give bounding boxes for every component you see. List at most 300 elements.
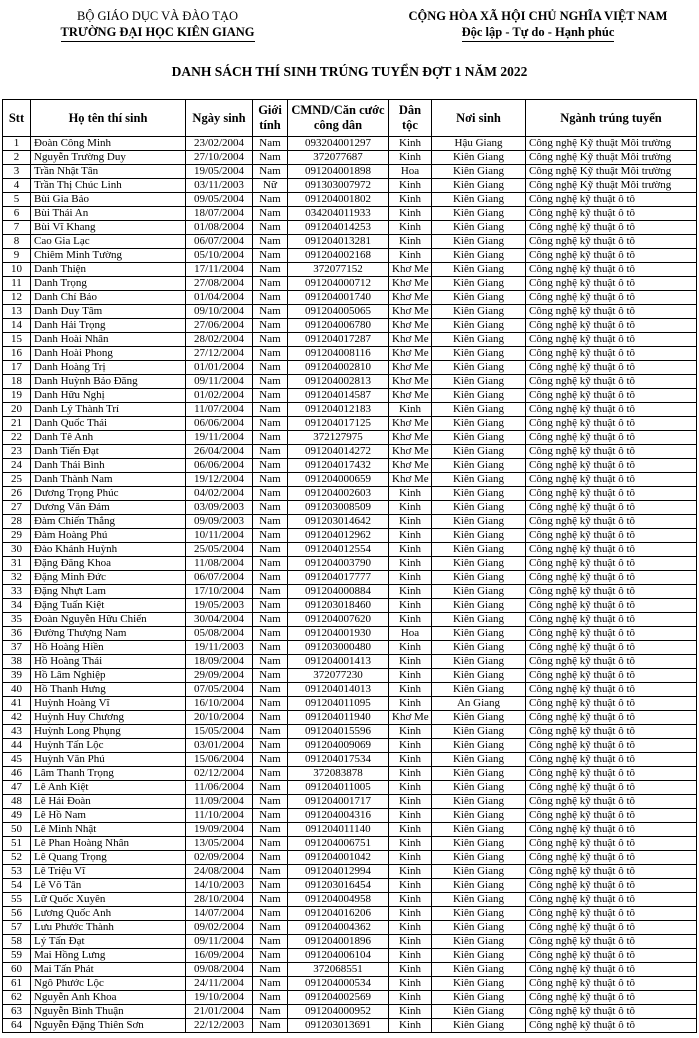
major-cell: Công nghệ kỹ thuật ô tô	[526, 627, 697, 641]
major-cell: Công nghệ kỹ thuật ô tô	[526, 991, 697, 1005]
name-cell: Danh Tiến Đạt	[31, 445, 186, 459]
id-cell: 372077230	[288, 669, 389, 683]
dob-cell: 28/10/2004	[186, 893, 253, 907]
name-cell: Lê Minh Nhật	[31, 823, 186, 837]
name-cell: Danh Thái Bình	[31, 459, 186, 473]
table-row	[3, 361, 697, 375]
gender-cell: Nam	[253, 879, 288, 893]
admission-table	[2, 99, 697, 1033]
ministry-name: BỘ GIÁO DỤC VÀ ĐÀO TẠO	[77, 9, 238, 23]
table-row	[3, 179, 697, 193]
gender-cell: Nam	[253, 823, 288, 837]
birthplace-cell: Kiên Giang	[432, 1005, 526, 1019]
dob-cell: 14/10/2003	[186, 879, 253, 893]
table-row	[3, 235, 697, 249]
major-cell: Công nghệ kỹ thuật ô tô	[526, 837, 697, 851]
ethnicity-cell: Khơ Me	[389, 305, 432, 319]
major-cell: Công nghệ Kỹ thuật Môi trường	[526, 179, 697, 193]
stt-cell: 43	[3, 725, 31, 739]
ministry-header	[30, 8, 285, 42]
ethnicity-cell: Kinh	[389, 893, 432, 907]
birthplace-cell: Kiên Giang	[432, 515, 526, 529]
stt-cell: 14	[3, 319, 31, 333]
major-cell: Công nghệ kỹ thuật ô tô	[526, 263, 697, 277]
birthplace-cell: Kiên Giang	[432, 291, 526, 305]
birthplace-cell: Kiên Giang	[432, 893, 526, 907]
id-cell: 091204012994	[288, 865, 389, 879]
birthplace-cell: Kiên Giang	[432, 963, 526, 977]
ethnicity-cell: Kinh	[389, 907, 432, 921]
dob-cell: 03/11/2003	[186, 179, 253, 193]
gender-cell: Nam	[253, 991, 288, 1005]
major-cell: Công nghệ Kỹ thuật Môi trường	[526, 151, 697, 165]
ethnicity-cell: Kinh	[389, 571, 432, 585]
gender-cell: Nam	[253, 417, 288, 431]
gender-cell: Nam	[253, 697, 288, 711]
dob-cell: 02/09/2004	[186, 851, 253, 865]
id-cell: 091204013281	[288, 235, 389, 249]
dob-cell: 06/07/2004	[186, 571, 253, 585]
birthplace-cell: Kiên Giang	[432, 473, 526, 487]
name-cell: Đàm Chiến Thắng	[31, 515, 186, 529]
stt-cell: 46	[3, 767, 31, 781]
ethnicity-cell: Kinh	[389, 515, 432, 529]
ethnicity-cell: Kinh	[389, 151, 432, 165]
major-cell: Công nghệ kỹ thuật ô tô	[526, 613, 697, 627]
birthplace-cell: Kiên Giang	[432, 179, 526, 193]
major-cell: Công nghệ kỹ thuật ô tô	[526, 557, 697, 571]
table-row	[3, 333, 697, 347]
table-row	[3, 347, 697, 361]
table-row	[3, 599, 697, 613]
table-row	[3, 487, 697, 501]
name-cell: Chiêm Minh Tường	[31, 249, 186, 263]
name-cell: Lâm Thanh Trọng	[31, 767, 186, 781]
gender-cell: Nam	[253, 907, 288, 921]
gender-cell: Nam	[253, 501, 288, 515]
stt-cell: 24	[3, 459, 31, 473]
name-cell: Dương Trọng Phúc	[31, 487, 186, 501]
gender-cell: Nam	[253, 375, 288, 389]
table-row	[3, 403, 697, 417]
name-cell: Danh Hoài Phong	[31, 347, 186, 361]
table-row	[3, 431, 697, 445]
national-header	[388, 8, 688, 42]
id-cell: 091204017534	[288, 753, 389, 767]
name-cell: Lê Anh Kiệt	[31, 781, 186, 795]
table-row	[3, 683, 697, 697]
birthplace-cell: Kiên Giang	[432, 221, 526, 235]
gender-cell: Nam	[253, 487, 288, 501]
birthplace-cell: Kiên Giang	[432, 487, 526, 501]
table-row	[3, 613, 697, 627]
gender-cell: Nam	[253, 641, 288, 655]
birthplace-cell: Kiên Giang	[432, 613, 526, 627]
dob-cell: 19/12/2004	[186, 473, 253, 487]
major-cell: Công nghệ kỹ thuật ô tô	[526, 921, 697, 935]
birthplace-cell: Kiên Giang	[432, 767, 526, 781]
id-cell: 091204002603	[288, 487, 389, 501]
dob-cell: 24/08/2004	[186, 865, 253, 879]
major-cell: Công nghệ kỹ thuật ô tô	[526, 361, 697, 375]
name-cell: Đoàn Nguyễn Hữu Chiến	[31, 613, 186, 627]
ethnicity-cell: Kinh	[389, 963, 432, 977]
name-cell: Danh Huỳnh Bảo Đăng	[31, 375, 186, 389]
birthplace-cell: Kiên Giang	[432, 711, 526, 725]
id-cell: 372127975	[288, 431, 389, 445]
table-row	[3, 851, 697, 865]
table-row	[3, 921, 697, 935]
name-cell: Đặng Minh Đức	[31, 571, 186, 585]
dob-cell: 04/02/2004	[186, 487, 253, 501]
id-cell: 093204001297	[288, 137, 389, 151]
name-cell: Danh Thành Nam	[31, 473, 186, 487]
name-cell: Nguyễn Đặng Thiên Sơn	[31, 1019, 186, 1033]
table-row	[3, 669, 697, 683]
name-cell: Bùi Gia Bảo	[31, 193, 186, 207]
stt-cell: 10	[3, 263, 31, 277]
id-cell: 091204002813	[288, 375, 389, 389]
name-cell: Huỳnh Long Phụng	[31, 725, 186, 739]
birthplace-cell: Kiên Giang	[432, 207, 526, 221]
stt-cell: 56	[3, 907, 31, 921]
gender-cell: Nam	[253, 1019, 288, 1033]
dob-cell: 20/10/2004	[186, 711, 253, 725]
gender-cell: Nam	[253, 515, 288, 529]
major-cell: Công nghệ kỹ thuật ô tô	[526, 417, 697, 431]
name-cell: Dương Văn Đảm	[31, 501, 186, 515]
table-header-row	[3, 100, 697, 137]
stt-cell: 19	[3, 389, 31, 403]
stt-cell: 62	[3, 991, 31, 1005]
dob-cell: 23/02/2004	[186, 137, 253, 151]
ethnicity-cell: Kinh	[389, 851, 432, 865]
major-cell: Công nghệ kỹ thuật ô tô	[526, 207, 697, 221]
dob-cell: 11/10/2004	[186, 809, 253, 823]
name-cell: Danh Chí Bảo	[31, 291, 186, 305]
table-row	[3, 375, 697, 389]
name-cell: Huỳnh Tấn Lộc	[31, 739, 186, 753]
name-cell: Cao Gia Lạc	[31, 235, 186, 249]
id-cell: 091203014642	[288, 515, 389, 529]
birthplace-cell: Kiên Giang	[432, 445, 526, 459]
table-row	[3, 935, 697, 949]
id-cell: 091203018460	[288, 599, 389, 613]
name-cell: Lê Triệu Vĩ	[31, 865, 186, 879]
col-header-name: Họ tên thí sinh	[31, 100, 186, 137]
dob-cell: 11/09/2004	[186, 795, 253, 809]
ethnicity-cell: Kinh	[389, 739, 432, 753]
stt-cell: 12	[3, 291, 31, 305]
major-cell: Công nghệ kỹ thuật ô tô	[526, 823, 697, 837]
gender-cell: Nam	[253, 669, 288, 683]
gender-cell: Nam	[253, 767, 288, 781]
ethnicity-cell: Kinh	[389, 585, 432, 599]
id-cell: 091204017432	[288, 459, 389, 473]
birthplace-cell: Kiên Giang	[432, 949, 526, 963]
country-name: CỘNG HÒA XÃ HỘI CHỦ NGHĨA VIỆT NAM	[408, 9, 668, 23]
table-row	[3, 291, 697, 305]
name-cell: Danh Lý Thành Trí	[31, 403, 186, 417]
major-cell: Công nghệ kỹ thuật ô tô	[526, 347, 697, 361]
id-cell: 091204017777	[288, 571, 389, 585]
ethnicity-cell: Khơ Me	[389, 333, 432, 347]
dob-cell: 15/05/2004	[186, 725, 253, 739]
ethnicity-cell: Khơ Me	[389, 445, 432, 459]
id-cell: 091203013691	[288, 1019, 389, 1033]
id-cell: 091204000659	[288, 473, 389, 487]
major-cell: Công nghệ kỹ thuật ô tô	[526, 655, 697, 669]
major-cell: Công nghệ kỹ thuật ô tô	[526, 1019, 697, 1033]
major-cell: Công nghệ kỹ thuật ô tô	[526, 319, 697, 333]
id-cell: 091203000480	[288, 641, 389, 655]
gender-cell: Nam	[253, 193, 288, 207]
stt-cell: 30	[3, 543, 31, 557]
dob-cell: 19/11/2004	[186, 431, 253, 445]
major-cell: Công nghệ kỹ thuật ô tô	[526, 221, 697, 235]
dob-cell: 06/06/2004	[186, 459, 253, 473]
major-cell: Công nghệ kỹ thuật ô tô	[526, 277, 697, 291]
stt-cell: 32	[3, 571, 31, 585]
gender-cell: Nam	[253, 333, 288, 347]
ethnicity-cell: Hoa	[389, 627, 432, 641]
birthplace-cell: Kiên Giang	[432, 837, 526, 851]
id-cell: 091204007620	[288, 613, 389, 627]
gender-cell: Nam	[253, 711, 288, 725]
table-row	[3, 1005, 697, 1019]
name-cell: Nguyễn Trường Duy	[31, 151, 186, 165]
id-cell: 091204004316	[288, 809, 389, 823]
gender-cell: Nam	[253, 319, 288, 333]
name-cell: Huỳnh Văn Phú	[31, 753, 186, 767]
name-cell: Đặng Đăng Khoa	[31, 557, 186, 571]
gender-cell: Nam	[253, 221, 288, 235]
dob-cell: 11/07/2004	[186, 403, 253, 417]
table-row	[3, 249, 697, 263]
name-cell: Lê Võ Tân	[31, 879, 186, 893]
stt-cell: 13	[3, 305, 31, 319]
ethnicity-cell: Kinh	[389, 403, 432, 417]
stt-cell: 9	[3, 249, 31, 263]
birthplace-cell: Kiên Giang	[432, 823, 526, 837]
col-header-birthplace: Nơi sinh	[432, 100, 526, 137]
stt-cell: 5	[3, 193, 31, 207]
ethnicity-cell: Kinh	[389, 221, 432, 235]
stt-cell: 20	[3, 403, 31, 417]
gender-cell: Nam	[253, 781, 288, 795]
table-row	[3, 865, 697, 879]
stt-cell: 15	[3, 333, 31, 347]
ethnicity-cell: Kinh	[389, 655, 432, 669]
major-cell: Công nghệ kỹ thuật ô tô	[526, 445, 697, 459]
birthplace-cell: Kiên Giang	[432, 879, 526, 893]
birthplace-cell: Kiên Giang	[432, 977, 526, 991]
id-cell: 091204004958	[288, 893, 389, 907]
table-row	[3, 263, 697, 277]
dob-cell: 15/06/2004	[186, 753, 253, 767]
major-cell: Công nghệ kỹ thuật ô tô	[526, 501, 697, 515]
name-cell: Lý Tấn Đạt	[31, 935, 186, 949]
gender-cell: Nam	[253, 543, 288, 557]
ethnicity-cell: Kinh	[389, 823, 432, 837]
document-title: DANH SÁCH THÍ SINH TRÚNG TUYỂN ĐỢT 1 NĂM 2022	[171, 64, 528, 79]
dob-cell: 19/09/2004	[186, 823, 253, 837]
id-cell: 091204017287	[288, 333, 389, 347]
gender-cell: Nam	[253, 977, 288, 991]
stt-cell: 7	[3, 221, 31, 235]
table-row	[3, 585, 697, 599]
major-cell: Công nghệ kỹ thuật ô tô	[526, 641, 697, 655]
major-cell: Công nghệ kỹ thuật ô tô	[526, 235, 697, 249]
major-cell: Công nghệ kỹ thuật ô tô	[526, 683, 697, 697]
ethnicity-cell: Khơ Me	[389, 319, 432, 333]
name-cell: Huỳnh Hoàng Vĩ	[31, 697, 186, 711]
id-cell: 091203016454	[288, 879, 389, 893]
dob-cell: 19/10/2004	[186, 991, 253, 1005]
ethnicity-cell: Kinh	[389, 137, 432, 151]
table-row	[3, 557, 697, 571]
gender-cell: Nam	[253, 263, 288, 277]
stt-cell: 61	[3, 977, 31, 991]
table-row	[3, 809, 697, 823]
ethnicity-cell: Kinh	[389, 543, 432, 557]
gender-cell: Nam	[253, 627, 288, 641]
dob-cell: 07/05/2004	[186, 683, 253, 697]
birthplace-cell: Kiên Giang	[432, 361, 526, 375]
ethnicity-cell: Kinh	[389, 697, 432, 711]
ethnicity-cell: Kinh	[389, 1019, 432, 1033]
name-cell: Huỳnh Huy Chương	[31, 711, 186, 725]
birthplace-cell: Kiên Giang	[432, 641, 526, 655]
major-cell: Công nghệ kỹ thuật ô tô	[526, 585, 697, 599]
dob-cell: 16/09/2004	[186, 949, 253, 963]
dob-cell: 27/12/2004	[186, 347, 253, 361]
id-cell: 091204000884	[288, 585, 389, 599]
gender-cell: Nam	[253, 935, 288, 949]
ethnicity-cell: Kinh	[389, 641, 432, 655]
name-cell: Mai Hồng Lưng	[31, 949, 186, 963]
major-cell: Công nghệ kỹ thuật ô tô	[526, 809, 697, 823]
ethnicity-cell: Kinh	[389, 487, 432, 501]
id-cell: 091204015596	[288, 725, 389, 739]
table-row	[3, 305, 697, 319]
col-header-gender: Giới tính	[253, 100, 288, 137]
dob-cell: 24/11/2004	[186, 977, 253, 991]
table-row	[3, 795, 697, 809]
stt-cell: 57	[3, 921, 31, 935]
id-cell: 091204001740	[288, 291, 389, 305]
id-cell: 091204008116	[288, 347, 389, 361]
id-cell: 372083878	[288, 767, 389, 781]
dob-cell: 03/01/2004	[186, 739, 253, 753]
ethnicity-cell: Kinh	[389, 207, 432, 221]
gender-cell: Nam	[253, 361, 288, 375]
birthplace-cell: Kiên Giang	[432, 235, 526, 249]
id-cell: 091204002569	[288, 991, 389, 1005]
stt-cell: 35	[3, 613, 31, 627]
ethnicity-cell: Khơ Me	[389, 417, 432, 431]
table-row	[3, 319, 697, 333]
ethnicity-cell: Kinh	[389, 991, 432, 1005]
major-cell: Công nghệ kỹ thuật ô tô	[526, 403, 697, 417]
id-cell: 091204011940	[288, 711, 389, 725]
name-cell: Đoàn Công Minh	[31, 137, 186, 151]
major-cell: Công nghệ kỹ thuật ô tô	[526, 431, 697, 445]
dob-cell: 09/02/2004	[186, 921, 253, 935]
id-cell: 091204014253	[288, 221, 389, 235]
table-row	[3, 725, 697, 739]
major-cell: Công nghệ kỹ thuật ô tô	[526, 767, 697, 781]
gender-cell: Nam	[253, 599, 288, 613]
ethnicity-cell: Kinh	[389, 501, 432, 515]
id-cell: 091204001896	[288, 935, 389, 949]
col-header-dob: Ngày sinh	[186, 100, 253, 137]
stt-cell: 2	[3, 151, 31, 165]
dob-cell: 09/11/2004	[186, 935, 253, 949]
gender-cell: Nam	[253, 1005, 288, 1019]
name-cell: Đường Thượng Nam	[31, 627, 186, 641]
dob-cell: 17/11/2004	[186, 263, 253, 277]
birthplace-cell: Kiên Giang	[432, 263, 526, 277]
birthplace-cell: Kiên Giang	[432, 165, 526, 179]
table-row	[3, 893, 697, 907]
dob-cell: 05/08/2004	[186, 627, 253, 641]
ethnicity-cell: Khơ Me	[389, 375, 432, 389]
name-cell: Lê Phan Hoàng Nhân	[31, 837, 186, 851]
table-row	[3, 459, 697, 473]
major-cell: Công nghệ kỹ thuật ô tô	[526, 599, 697, 613]
birthplace-cell: Kiên Giang	[432, 865, 526, 879]
table-row	[3, 165, 697, 179]
stt-cell: 22	[3, 431, 31, 445]
id-cell: 091204014272	[288, 445, 389, 459]
stt-cell: 59	[3, 949, 31, 963]
name-cell: Danh Quốc Thái	[31, 417, 186, 431]
major-cell: Công nghệ kỹ thuật ô tô	[526, 781, 697, 795]
birthplace-cell: Kiên Giang	[432, 753, 526, 767]
birthplace-cell: Kiên Giang	[432, 375, 526, 389]
dob-cell: 05/10/2004	[186, 249, 253, 263]
stt-cell: 28	[3, 515, 31, 529]
gender-cell: Nam	[253, 837, 288, 851]
major-cell: Công nghệ kỹ thuật ô tô	[526, 291, 697, 305]
id-cell: 091204012962	[288, 529, 389, 543]
birthplace-cell: Kiên Giang	[432, 809, 526, 823]
major-cell: Công nghệ kỹ thuật ô tô	[526, 907, 697, 921]
id-cell: 091204016206	[288, 907, 389, 921]
gender-cell: Nam	[253, 445, 288, 459]
stt-cell: 64	[3, 1019, 31, 1033]
major-cell: Công nghệ kỹ thuật ô tô	[526, 1005, 697, 1019]
name-cell: Danh Hoài Nhân	[31, 333, 186, 347]
name-cell: Danh Hữu Nghị	[31, 389, 186, 403]
major-cell: Công nghệ kỹ thuật ô tô	[526, 305, 697, 319]
name-cell: Hồ Lâm Nghiệp	[31, 669, 186, 683]
gender-cell: Nam	[253, 207, 288, 221]
table-row	[3, 823, 697, 837]
stt-cell: 31	[3, 557, 31, 571]
stt-cell: 21	[3, 417, 31, 431]
ethnicity-cell: Kinh	[389, 921, 432, 935]
id-cell: 091204011005	[288, 781, 389, 795]
ethnicity-cell: Kinh	[389, 767, 432, 781]
stt-cell: 1	[3, 137, 31, 151]
major-cell: Công nghệ kỹ thuật ô tô	[526, 669, 697, 683]
table-row	[3, 991, 697, 1005]
id-cell: 372077152	[288, 263, 389, 277]
ethnicity-cell: Kinh	[389, 781, 432, 795]
id-cell: 091204014587	[288, 389, 389, 403]
